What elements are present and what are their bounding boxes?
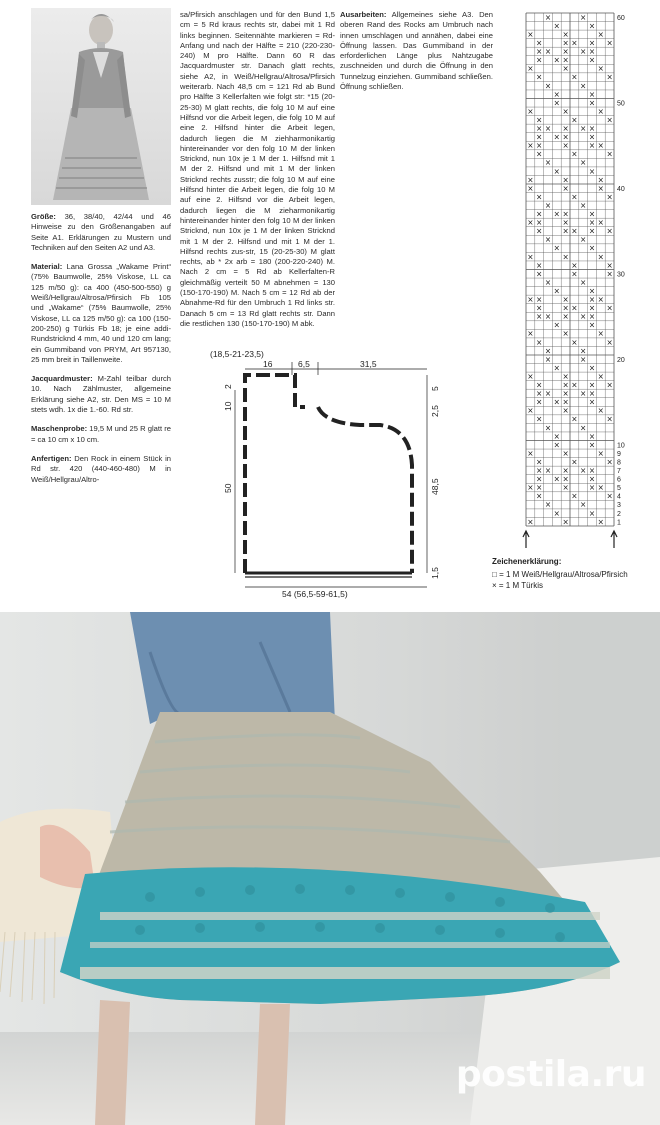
chart-cell-x: ×: [606, 414, 613, 424]
chart-cell-x: ×: [536, 141, 543, 151]
chart-cell-x: ×: [588, 141, 596, 151]
model-photo: [31, 8, 171, 205]
section-size: Größe: 36, 38/40, 42/44 und 46 Hinweise zu den Größenangaben auf Seite A1. Erklärungen zu Mustern und Techniken auf den Seiten A2 und A3.: [31, 212, 171, 252]
chart-cell-x: ×: [580, 200, 587, 210]
chart-cell-x: ×: [588, 132, 596, 142]
chart-cell-x: ×: [597, 252, 604, 262]
chart-cell-x: ×: [553, 440, 560, 450]
chart-cell-x: ×: [588, 226, 596, 236]
chart-cell-x: ×: [536, 55, 543, 65]
chart-cell-x: ×: [597, 295, 604, 305]
chart-cell-x: ×: [580, 346, 587, 356]
chart-cell-x: ×: [588, 89, 596, 99]
chart-cell-x: ×: [562, 448, 569, 458]
dim-1-5: 1,5: [430, 567, 440, 579]
chart-cell-x: ×: [562, 312, 569, 322]
chart-cell-x: ×: [544, 500, 552, 510]
chart-cell-x: ×: [562, 55, 569, 65]
chart-cell-x: ×: [527, 517, 534, 527]
chart-cell-x: ×: [536, 132, 543, 142]
chart-cell-x: ×: [588, 363, 596, 373]
chart-cell-x: ×: [580, 158, 587, 168]
dim-5: 5: [430, 386, 440, 391]
chart-cell-x: ×: [536, 466, 543, 476]
chart-cell-x: ×: [536, 483, 543, 493]
chart-cell-x: ×: [588, 55, 596, 65]
chart-cell-x: ×: [536, 72, 543, 82]
chart-cell-x: ×: [562, 132, 569, 142]
section-gauge: Maschenprobe: 19,5 M und 25 R glatt re = ca 10 cm x 10 cm.: [31, 424, 171, 444]
chart-cell-x: ×: [571, 303, 578, 313]
chart-cell-x: ×: [544, 47, 552, 57]
chart-cell-x: ×: [562, 29, 569, 39]
chart-cell-x: ×: [562, 371, 569, 381]
chart-cell-x: ×: [588, 474, 596, 484]
chart-cell-x: ×: [588, 466, 596, 476]
chart-cell-x: ×: [588, 483, 596, 493]
chart-cell-x: ×: [527, 29, 534, 39]
chart-row-label: 3: [617, 502, 621, 510]
chart-cell-x: ×: [553, 508, 560, 518]
chart-cell-x: ×: [597, 141, 604, 151]
chart-cell-x: ×: [553, 98, 560, 108]
chart-cell-x: ×: [544, 158, 552, 168]
chart-cell-x: ×: [597, 106, 604, 116]
chart-cell-x: ×: [544, 81, 552, 91]
dim-2: 2: [223, 384, 233, 389]
chart-cell-x: ×: [536, 414, 543, 424]
watermark: postila.ru: [455, 1054, 646, 1095]
text-column-1: [31, 212, 171, 494]
chart-cell-x: ×: [527, 175, 534, 185]
section-jacquard: Jacquardmuster: M-Zahl teilbar durch 10. Nach Zählmuster, allgemeine Erklärung siehe A2, str. Den MS = 10 M stets wdh. 1x die 1.-60. Rd str.: [31, 374, 171, 415]
chart-row-label: 30: [617, 271, 625, 279]
dim-6-5: 6,5: [298, 359, 310, 369]
chart-cell-x: ×: [580, 277, 587, 287]
chart-cell-x: ×: [571, 457, 578, 467]
chart-cell-x: ×: [562, 175, 569, 185]
chart-cell-x: ×: [536, 38, 543, 48]
chart-cell-x: ×: [553, 286, 560, 296]
chart-cell-x: ×: [597, 329, 604, 339]
chart-cell-x: ×: [562, 252, 569, 262]
chart-cell-x: ×: [527, 371, 534, 381]
chart-cell-x: ×: [536, 474, 543, 484]
chart-cell-x: ×: [536, 295, 543, 305]
chart-start-arrow: [523, 531, 529, 548]
chart-cell-x: ×: [606, 115, 613, 125]
chart-cell-x: ×: [562, 183, 569, 193]
legend-title: Zeichenerklärung:: [492, 557, 562, 566]
chart-cell-x: ×: [571, 192, 578, 202]
chart-cell-x: ×: [527, 483, 534, 493]
chart-cell-x: ×: [536, 312, 543, 322]
chart-cell-x: ×: [588, 98, 596, 108]
chart-cell-x: ×: [606, 269, 613, 279]
chart-cell-x: ×: [527, 64, 534, 74]
chart-cell-x: ×: [562, 303, 569, 313]
dim-2-5: 2,5: [430, 405, 440, 417]
text-column-3: [340, 10, 493, 101]
chart-cell-x: ×: [553, 89, 560, 99]
chart-cell-x: ×: [588, 209, 596, 219]
chart-cell-x: ×: [588, 243, 596, 253]
chart-cell-x: ×: [571, 380, 578, 390]
chart-cell-x: ×: [588, 47, 596, 57]
chart-cell-x: ×: [536, 115, 543, 125]
chart-cell-x: ×: [553, 363, 560, 373]
chart-cell-x: ×: [580, 466, 587, 476]
chart-cell-x: ×: [571, 226, 578, 236]
chart-cell-x: ×: [606, 260, 613, 270]
chart-cell-x: ×: [588, 389, 596, 399]
chart-row-label: 10: [617, 442, 625, 450]
chart-cell-x: ×: [580, 124, 587, 134]
chart-cell-x: ×: [580, 354, 587, 364]
chart-cell-x: ×: [606, 38, 613, 48]
chart-cell-x: ×: [536, 218, 543, 228]
chart-cell-x: ×: [562, 295, 569, 305]
section-finishing: Ausarbeiten: Allgemeines siehe A3. Den oberen Rand des Rocks am Umbruch nach innen umschlagen und annähen, dabei eine Öffnung lassen. Das Gummiband in der erforderlichen Länge plus Nahtzugabe zuschneiden und durch die Öffnung in den Tunnelzug einziehen. Gummiband schließen. Öffnung schließen.: [340, 10, 493, 92]
chart-cell-x: ×: [588, 508, 596, 518]
chart-row-label: 1: [617, 519, 621, 527]
chart-cell-x: ×: [544, 389, 552, 399]
chart-cell-x: ×: [553, 474, 560, 484]
chart-cell-x: ×: [562, 397, 569, 407]
chart-cell-x: ×: [606, 303, 613, 313]
chart-cell-x: ×: [606, 457, 613, 467]
chart-cell-x: ×: [527, 295, 534, 305]
chart-row-label: 8: [617, 459, 621, 467]
chart-row-label: 4: [617, 493, 621, 501]
chart-cell-x: ×: [536, 226, 543, 236]
chart-cell-x: ×: [571, 260, 578, 270]
chart-cell-x: ×: [606, 380, 613, 390]
dim-10: 10: [223, 401, 233, 411]
chart-cell-x: ×: [588, 295, 596, 305]
chart-cell-x: ×: [553, 431, 560, 441]
text-column-2: [180, 10, 335, 338]
chart-cell-x: ×: [597, 183, 604, 193]
chart-cell-x: ×: [580, 235, 587, 245]
chart-cell-x: ×: [562, 64, 569, 74]
chart-cell-x: ×: [562, 218, 569, 228]
chart-cell-x: ×: [571, 269, 578, 279]
chart-cell-x: ×: [553, 21, 560, 31]
chart-cell-x: ×: [571, 149, 578, 159]
chart-cell-x: ×: [536, 269, 543, 279]
chart-cell-x: ×: [562, 329, 569, 339]
chart-cell-x: ×: [562, 483, 569, 493]
chart-cell-x: ×: [544, 423, 552, 433]
chart-cell-x: ×: [544, 12, 552, 22]
chart-cell-x: ×: [606, 72, 613, 82]
skirt-schematic: [200, 345, 500, 605]
chart-cell-x: ×: [588, 312, 596, 322]
chart-cell-x: ×: [527, 183, 534, 193]
chart-cell-x: ×: [588, 21, 596, 31]
chart-cell-x: ×: [571, 414, 578, 424]
chart-cell-x: ×: [571, 491, 578, 501]
chart-cell-x: ×: [527, 141, 534, 151]
chart-cell-x: ×: [588, 431, 596, 441]
chart-row-label: 7: [617, 468, 621, 476]
chart-cell-x: ×: [588, 38, 596, 48]
chart-cell-x: ×: [544, 235, 552, 245]
chart-cell-x: ×: [527, 329, 534, 339]
chart-cell-x: ×: [588, 286, 596, 296]
chart-cell-x: ×: [536, 47, 543, 57]
chart-cell-x: ×: [536, 260, 543, 270]
chart-cell-x: ×: [597, 218, 604, 228]
chart-cell-x: ×: [562, 47, 569, 57]
chart-cell-x: ×: [597, 64, 604, 74]
chart-cell-x: ×: [571, 38, 578, 48]
chart-cell-x: ×: [606, 491, 613, 501]
chart-cell-x: ×: [544, 124, 552, 134]
chart-cell-x: ×: [562, 209, 569, 219]
chart-cell-x: ×: [536, 389, 543, 399]
dim-top-sizes: (18,5-21-23,5): [210, 349, 264, 359]
dim-16: 16: [263, 359, 273, 369]
chart-row-label: 5: [617, 485, 621, 493]
chart-row-label: 60: [617, 14, 625, 22]
dim-31-5: 31,5: [360, 359, 377, 369]
chart-cell-x: ×: [588, 320, 596, 330]
section-material: Material: Lana Grossa „Wakame Print“ (75% Baumwolle, 25% Viskose, LL ca 125 m/50 g): ca 400 (450-500-550) g Weiß/Hellgrau/Altrosa/Pfirsich Fb 105 und „Wakame“ (75% Baumwolle, 25% Viskose, LL ca 125 m/50 g): ca 100 (150-200-250) g Türkis Fb 18; je eine addi-Rundstricknd 4 mm, 40 und 120 cm lang; ein Gummiband von PRYM, Art 957130, 25 mm breit in Taillenweite.: [31, 262, 171, 364]
dim-48-5: 48,5: [430, 478, 440, 495]
chart-cell-x: ×: [588, 218, 596, 228]
chart-cell-x: ×: [553, 132, 560, 142]
chart-cell-x: ×: [536, 209, 543, 219]
chart-cell-x: ×: [606, 226, 613, 236]
chart-cell-x: ×: [536, 380, 543, 390]
chart-cell-x: ×: [536, 149, 543, 159]
chart-cell-x: ×: [527, 106, 534, 116]
chart-cell-x: ×: [544, 277, 552, 287]
instructions-continued: sa/Pfirsich anschlagen und für den Bund 1,5 cm = 5 Rd kraus rechts str, dabei mit 1 Rd links beginnen. Seitennähte markieren = Rd-Anfang und nach der Hälfte = 210 (220-230-240) M pro Hälfte. Dann 60 R das Jacquardmuster str. Danach glatt rechts, siehe A2, in Weiß/Hellgrau/Altrosa/Pfirsich weiterarb. Nach 48,5 cm = 121 Rd ab Bund pro Hälfte 3 Kellerfalten wie folgt str: *15 (20-25-30) M glatt rechts, die folg 10 M auf eine Hilfsnd vor die Arbeit legen, die folg 10 M auf eine 2. Hilfsnd hinter die Arbeit legen, dadurch liegen die M ziehharmonikartig hintereinander vor den folg 10 M der linken Stricknd, nun 10x je 1 M der 1. Hilfsnd mit 1 M der 2. Hilfsnd und mit 1 M der linken Stricknd rechts zusstr; die folg 10 M auf eine Hilfsnd hinter die Arbeit legen, die folg 10 M auf eine 2. Hilfsnd vor die Arbeit legen, dadurch liegen die M zieharmonikartig hintereinander hinter den folg 10 M der linken Stricknd, nun 10x je 1 M der linken Stricknd mit 1 M der 2. Hilfsnd und mit 1 M der 1. Hilfsnd rechts zus-str, 15 (20-25-30) M glatt rechts, ab * 2x arb = 180 (200-220-240) M. Nach 2 cm = 5 Rd ab Kellerfalten-R gleichmäßig verteilt 50 M abnehmen = 130 (150-170-190) M. Nach 5 cm = 12 Rd ab der Abnahme-Rd für den Umbruch 1 Rd links str. Danach 5 cm = 13 Rd glatt rechts str. Dann die restlichen 130 (150-170-190) M abk.: [180, 10, 335, 328]
chart-row-label: 20: [617, 356, 625, 364]
chart-cell-x: ×: [580, 81, 587, 91]
chart-cell-x: ×: [580, 47, 587, 57]
chart-cell-x: ×: [588, 397, 596, 407]
dim-50: 50: [223, 483, 233, 493]
chart-cell-x: ×: [553, 243, 560, 253]
chart-cell-x: ×: [544, 466, 552, 476]
legend-item-light: □ = 1 M Weiß/Hellgrau/Altrosa/Pfirsich: [492, 570, 628, 579]
chart-cell-x: ×: [536, 337, 543, 347]
chart-cell-x: ×: [606, 149, 613, 159]
chart-cell-x: ×: [553, 166, 560, 176]
chart-cell-x: ×: [553, 209, 560, 219]
chart-cell-x: ×: [562, 38, 569, 48]
chart-start-arrow: [611, 531, 617, 548]
chart-cell-x: ×: [571, 72, 578, 82]
chart-cell-x: ×: [544, 354, 552, 364]
chart-cell-x: ×: [553, 55, 560, 65]
chart-cell-x: ×: [606, 337, 613, 347]
chart-cell-x: ×: [553, 320, 560, 330]
chart-cell-x: ×: [606, 192, 613, 202]
chart-cell-x: ×: [597, 517, 604, 527]
chart-cell-x: ×: [597, 483, 604, 493]
chart-cell-x: ×: [544, 346, 552, 356]
chart-cell-x: ×: [597, 406, 604, 416]
chart-cell-x: ×: [588, 380, 596, 390]
chart-cell-x: ×: [580, 500, 587, 510]
chart-cell-x: ×: [536, 124, 543, 134]
chart-cell-x: ×: [580, 423, 587, 433]
chart-cell-x: ×: [597, 371, 604, 381]
chart-cell-x: ×: [562, 406, 569, 416]
chart-cell-x: ×: [544, 312, 552, 322]
chart-cell-x: ×: [536, 397, 543, 407]
chart-row-label: 40: [617, 185, 625, 193]
chart-row-label: 9: [617, 450, 621, 458]
section-instructions-start: Anfertigen: Den Rock in einem Stück in Rd str. 420 (440-460-480) M in Weiß/Hellgrau/Altro-: [31, 453, 171, 484]
chart-cell-x: ×: [527, 252, 534, 262]
chart-cell-x: ×: [527, 406, 534, 416]
chart-row-label: 6: [617, 476, 621, 484]
chart-cell-x: ×: [562, 389, 569, 399]
chart-cell-x: ×: [562, 380, 569, 390]
chart-cell-x: ×: [588, 440, 596, 450]
chart-cell-x: ×: [580, 12, 587, 22]
chart-cell-x: ×: [562, 124, 569, 134]
chart-cell-x: ×: [580, 389, 587, 399]
skirt-photo: [0, 612, 660, 1125]
chart-cell-x: ×: [544, 200, 552, 210]
chart-cell-x: ×: [588, 124, 596, 134]
chart-cell-x: ×: [562, 226, 569, 236]
chart-cell-x: ×: [597, 175, 604, 185]
chart-cell-x: ×: [536, 457, 543, 467]
chart-cell-x: ×: [553, 397, 560, 407]
chart-row-label: 2: [617, 510, 621, 518]
chart-cell-x: ×: [571, 337, 578, 347]
chart-cell-x: ×: [597, 29, 604, 39]
chart-cell-x: ×: [562, 517, 569, 527]
chart-cell-x: ×: [562, 474, 569, 484]
chart-cell-x: ×: [562, 466, 569, 476]
chart-cell-x: ×: [588, 166, 596, 176]
dim-bottom-width: 54 (56,5-59-61,5): [282, 589, 348, 599]
chart-cell-x: ×: [571, 115, 578, 125]
legend-item-turquoise: × = 1 M Türkis: [492, 581, 543, 590]
chart-cell-x: ×: [527, 448, 534, 458]
chart-cell-x: ×: [562, 106, 569, 116]
chart-cell-x: ×: [588, 303, 596, 313]
chart-cell-x: ×: [580, 312, 587, 322]
jacquard-chart: [505, 5, 635, 550]
chart-row-label: 50: [617, 100, 625, 108]
chart-cell-x: ×: [536, 192, 543, 202]
chart-cell-x: ×: [536, 491, 543, 501]
chart-legend: [492, 556, 652, 591]
chart-cell-x: ×: [597, 448, 604, 458]
chart-cell-x: ×: [562, 141, 569, 151]
chart-cell-x: ×: [536, 303, 543, 313]
chart-cell-x: ×: [527, 218, 534, 228]
